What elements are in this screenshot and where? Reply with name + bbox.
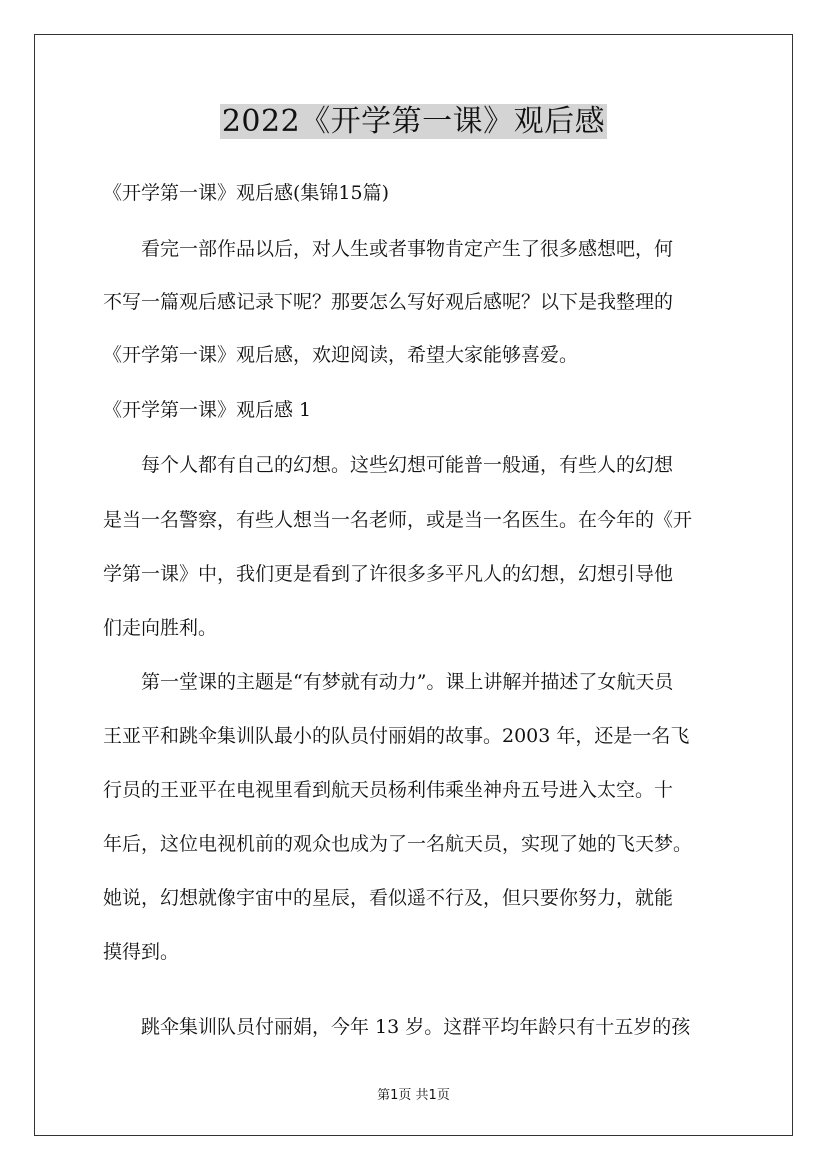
- document-title: 2022《开学第一课》观后感: [221, 104, 606, 139]
- body-line: 每个人都有自己的幻想。这些幻想可能普一般通，有些人的幻想: [103, 454, 674, 476]
- page-footer: 第1页 共1页: [377, 1088, 450, 1103]
- body-line: 看完一部作品以后，对人生或者事物肯定产生了很多感想吧，何: [103, 238, 674, 260]
- body-line: 行员的王亚平在电视里看到航天员杨利伟乘坐神舟五号进入太空。十: [103, 779, 674, 801]
- body-line: 她说，幻想就像宇宙中的星辰，看似遥不行及，但只要你努力，就能: [103, 887, 674, 909]
- body-line: 摸得到。: [103, 941, 180, 963]
- body-line: 第一堂课的主题是“有梦就有动力”。课上讲解并描述了女航天员: [103, 671, 674, 693]
- section-heading: 《开学第一课》观后感 1: [103, 399, 312, 421]
- body-line: 跳伞集训队员付丽娟，今年 13 岁。这群平均年龄只有十五岁的孩: [103, 1016, 691, 1038]
- body-line: 年后，这位电视机前的观众也成为了一名航天员，实现了她的飞天梦。: [103, 833, 693, 855]
- body-line: 王亚平和跳伞集训队最小的队员付丽娟的故事。2003 年，还是一名飞: [103, 725, 690, 747]
- body-line: 《开学第一课》观后感，欢迎阅读，希望大家能够喜爱。: [103, 344, 579, 366]
- document-title-wrap: [0, 103, 827, 141]
- body-line: 学第一课》中，我们更是看到了许很多多平凡人的幻想，幻想引导他: [103, 563, 674, 585]
- subtitle-line: 《开学第一课》观后感(集锦15篇): [103, 182, 390, 204]
- body-line: 是当一名警察，有些人想当一名老师，或是当一名医生。在今年的《开: [103, 509, 693, 531]
- body-line: 们走向胜利。: [103, 617, 218, 639]
- body-line: 不写一篇观后感记录下呢？那要怎么写好观后感呢？以下是我整理的: [103, 291, 674, 313]
